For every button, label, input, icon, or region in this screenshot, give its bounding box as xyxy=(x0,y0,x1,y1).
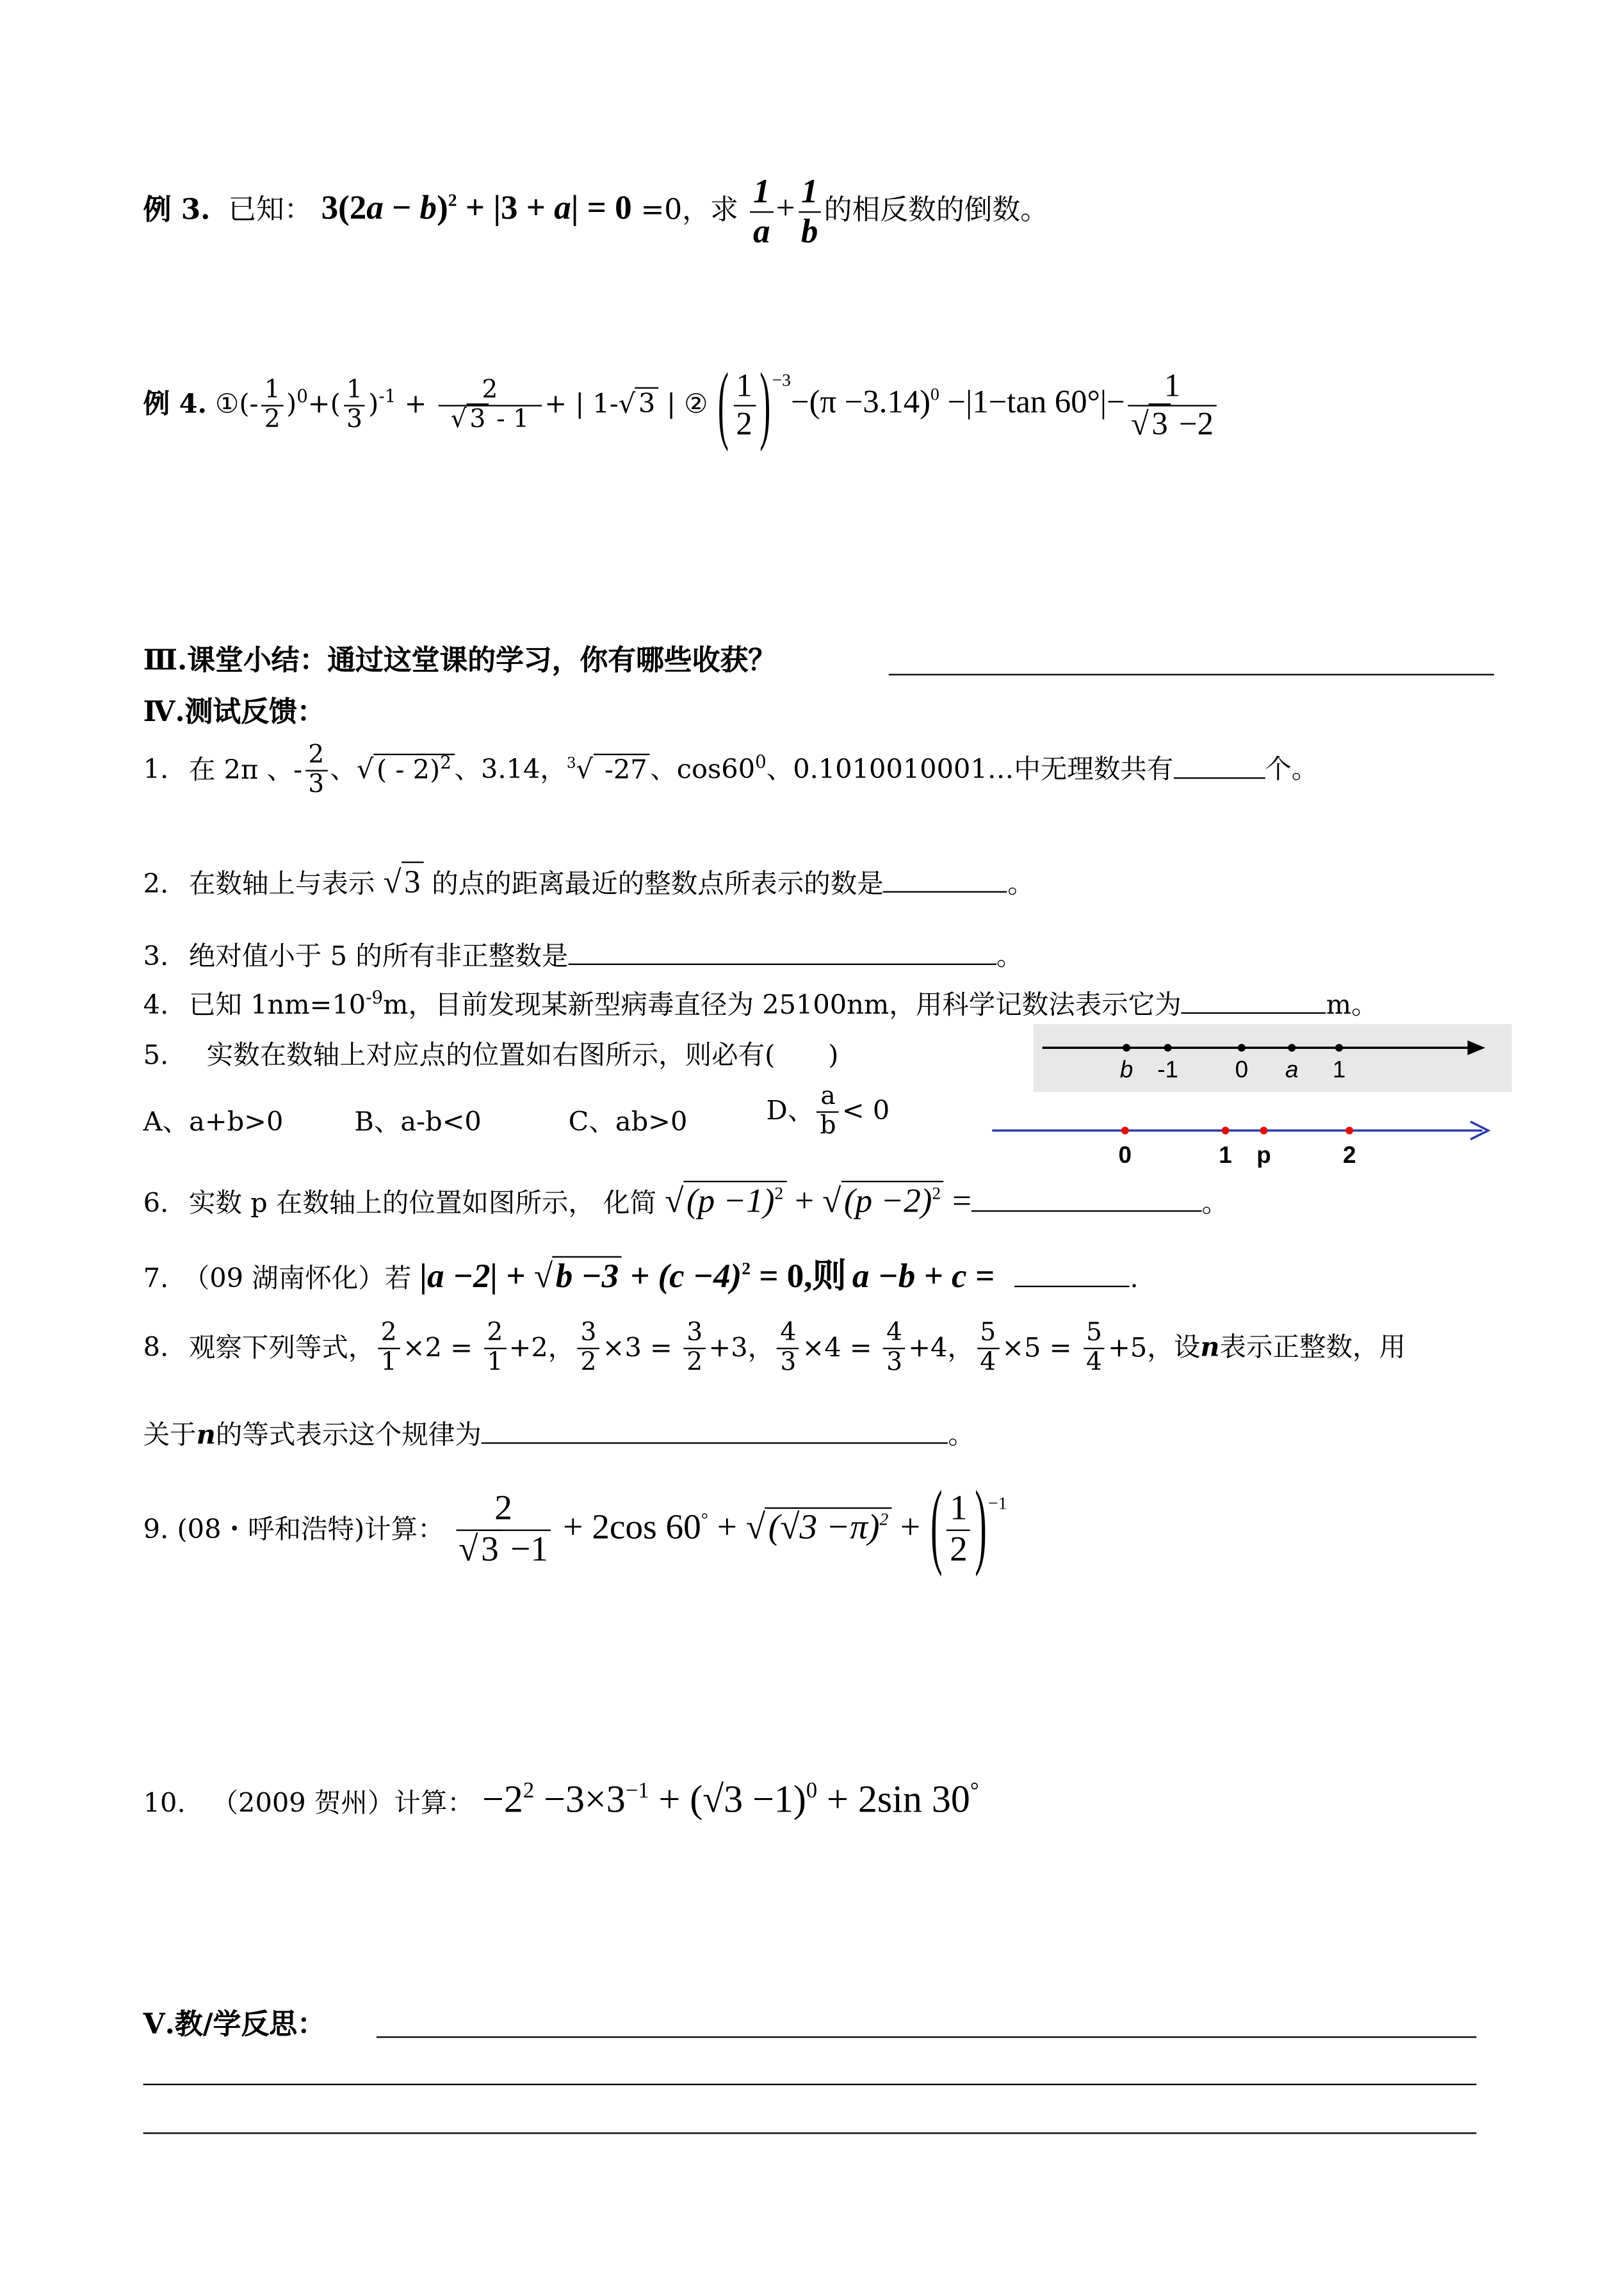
answer-blank-3[interactable] xyxy=(568,964,996,965)
exp: -1 xyxy=(378,385,396,407)
answer-blank-8[interactable] xyxy=(482,1442,948,1443)
paren: ) xyxy=(368,389,379,420)
fraction xyxy=(578,1320,599,1377)
op: + xyxy=(404,389,427,420)
q-number: 2. xyxy=(143,868,169,900)
eq-left: ×3 = xyxy=(602,1332,681,1364)
frac-num: a xyxy=(820,1082,836,1112)
op: + xyxy=(891,1509,929,1548)
op: + xyxy=(786,1182,823,1219)
radical-sign: √ xyxy=(576,754,594,786)
eq-part: + |3 + xyxy=(457,189,555,227)
question-10 xyxy=(143,1778,979,1822)
equation xyxy=(321,190,632,227)
axis-point xyxy=(1222,1126,1230,1134)
question-1 xyxy=(143,742,1319,800)
radicand-text: (p −2) xyxy=(843,1182,932,1219)
paren: ) xyxy=(286,389,297,420)
q-number: 8. xyxy=(143,1332,169,1364)
question-7 xyxy=(143,1249,1139,1297)
den-tail: −2 xyxy=(1171,404,1214,442)
answer-blank-1[interactable] xyxy=(1173,777,1265,778)
expression xyxy=(482,1778,979,1821)
q-text: 实数在数轴上对应点的位置如右图所示，则必有( xyxy=(206,1040,775,1072)
eq-exp: 2 xyxy=(448,190,457,211)
q-text: 。 xyxy=(996,941,1023,973)
frac-num: 4 xyxy=(780,1318,797,1348)
frac-num: 2 xyxy=(308,740,325,770)
frac-den: 1 xyxy=(378,1348,400,1377)
frac-a-b xyxy=(817,1083,839,1141)
frac-2-over-root3-minus-1 xyxy=(455,1489,551,1570)
frac-num: 1 xyxy=(752,173,770,210)
term: + 2cos 60 xyxy=(554,1509,701,1548)
q-text: 、0.1010010001…中无理数共有 xyxy=(766,754,1174,786)
axis-label: p xyxy=(1256,1142,1271,1169)
den-tail: - 1 xyxy=(488,404,530,434)
fraction xyxy=(977,1320,999,1377)
q-text: ) xyxy=(828,1040,839,1072)
number-line-6 xyxy=(989,1111,1498,1170)
eq-right: +2， xyxy=(508,1332,575,1364)
question-8-line-2 xyxy=(143,1415,975,1453)
frac-half-2 xyxy=(733,368,756,442)
option-d[interactable] xyxy=(767,1083,890,1141)
radicand-text: ( - 2) xyxy=(377,754,441,786)
paren-right: ) xyxy=(975,1476,987,1580)
axis-points xyxy=(1120,1044,1346,1082)
q-text: 关于 xyxy=(143,1420,197,1452)
q-text: 实数 p 在数轴上的位置如图所示， 化简 xyxy=(188,1188,657,1219)
radicand: 3 xyxy=(635,387,658,420)
expression xyxy=(419,1258,995,1295)
radicand xyxy=(683,1181,786,1219)
frac-num: 2 xyxy=(487,1318,503,1348)
axis-label: 0 xyxy=(1118,1142,1132,1169)
exp: 0 xyxy=(930,384,939,405)
term: = 0,则 xyxy=(751,1257,847,1295)
frac-num: 2 xyxy=(380,1318,397,1348)
exp: 0 xyxy=(755,751,767,772)
arrow-head xyxy=(1468,1041,1486,1055)
opt-tail: < 0 xyxy=(841,1096,890,1127)
answer-blank-2[interactable] xyxy=(884,891,1008,893)
frac-den: 2 xyxy=(733,404,756,442)
radicand xyxy=(841,1181,943,1219)
q-number: 10. xyxy=(143,1788,186,1819)
frac-2-3 xyxy=(305,742,327,800)
q-text: 在 2π 、- xyxy=(188,754,303,786)
reflection-line-1[interactable] xyxy=(377,2036,1477,2038)
den-tail: −1 xyxy=(501,1530,549,1569)
frac-den: 2 xyxy=(947,1529,971,1570)
exp: 2 xyxy=(774,1183,784,1204)
q-text: 表示正整数，用 xyxy=(1219,1332,1406,1364)
axis-label: 2 xyxy=(1342,1142,1356,1169)
root-index: 3 xyxy=(566,756,576,772)
term: + (√3 −1) xyxy=(649,1778,806,1821)
q-text: 观察下列等式， xyxy=(188,1332,375,1364)
frac-den xyxy=(1128,404,1216,442)
frac-den: 4 xyxy=(977,1348,999,1377)
exp: −1 xyxy=(625,1780,649,1804)
q-text: 、3.14， xyxy=(454,754,567,786)
term: |a −2| xyxy=(419,1257,498,1295)
op: +( xyxy=(307,389,341,420)
example-lead: 已知： xyxy=(228,193,313,227)
term: −(π −3.14) xyxy=(790,383,931,420)
q-number: 4. xyxy=(143,990,169,1021)
part-2-expression xyxy=(717,353,1220,453)
radicand: 3 xyxy=(401,861,423,900)
q-text: 的点的距离最近的整数点所表示的数是 xyxy=(432,868,884,900)
frac-2-over-root3 xyxy=(438,377,541,434)
eq-right: +4， xyxy=(908,1332,974,1364)
frac-num: 3 xyxy=(686,1318,703,1348)
q-text: 个。 xyxy=(1265,754,1319,786)
eq-var: a xyxy=(554,189,571,227)
example-4: 例 4. ①(- $\frac{1}{2}$ )$^0$+( $\frac{1}{3}$ )$^{-1}$ + $\frac{2}{√ 3 - 1}$ + | 1-√ 3 | ② ( $\frac{1}{2}$ ) $^{-3}-(\pi -3.14)^0 -|1-\tan$ 60°|− $\frac{1}{√ 3 -2}$ xyxy=(143,368,1220,442)
fraction xyxy=(883,1320,905,1377)
frac-num: 2 xyxy=(494,1489,512,1529)
var-n: n xyxy=(1200,1332,1220,1364)
axis-point xyxy=(1121,1126,1129,1134)
frac-den: b xyxy=(798,211,821,250)
axis-points xyxy=(1119,1126,1356,1168)
exp: 2 xyxy=(523,1780,535,1804)
q-text: 绝对值小于 5 的所有非正整数是 xyxy=(188,941,569,973)
abs-part: + | 1- xyxy=(544,389,619,420)
question-3 xyxy=(143,936,1023,974)
term: a −b + c = xyxy=(852,1257,995,1295)
answer-blank-6[interactable] xyxy=(971,1210,1202,1212)
axis-point xyxy=(1123,1044,1130,1051)
axis-point xyxy=(1164,1044,1172,1051)
fraction xyxy=(684,1320,706,1377)
q-text: 。 xyxy=(948,1420,975,1452)
exp: 2 xyxy=(879,1509,889,1530)
q-text: 、√ xyxy=(330,754,374,786)
radical-sign: √ xyxy=(1130,404,1149,442)
frac-den: 3 xyxy=(343,405,365,434)
eq-op: − xyxy=(383,189,420,227)
reflection-line-2[interactable] xyxy=(143,2084,1477,2085)
fraction-1-over-b xyxy=(798,173,821,250)
frac-den: 1 xyxy=(484,1348,506,1377)
term: −3×3 xyxy=(534,1778,626,1821)
fraction xyxy=(777,1320,799,1377)
q-text: (08・呼和浩特)计算： xyxy=(177,1514,444,1546)
q-number: 9. xyxy=(143,1514,169,1546)
radicand-text: (p −1) xyxy=(686,1182,775,1219)
eq-tail: =0，求 xyxy=(631,193,738,227)
frac-last xyxy=(1128,368,1216,442)
frac-num: 5 xyxy=(980,1318,996,1348)
frac-den: 4 xyxy=(1083,1348,1105,1377)
part-1-start: ①(- xyxy=(215,389,259,420)
term: −2 xyxy=(482,1778,523,1821)
number-line-5 xyxy=(1034,1024,1512,1092)
exp: 2 xyxy=(742,1258,751,1279)
frac-num: 5 xyxy=(1085,1318,1102,1348)
exp: −1 xyxy=(988,1492,1007,1513)
q-text: 。 xyxy=(1201,1188,1229,1219)
term: −|1−tan 60°|− xyxy=(939,383,1125,420)
frac-den: 3 xyxy=(305,770,327,799)
q-text: 、cos60 xyxy=(650,754,756,786)
q-text: 的等式表示这个规律为 xyxy=(215,1420,482,1452)
degree: ° xyxy=(701,1509,708,1530)
term: + (c −4) xyxy=(621,1257,742,1295)
op: = xyxy=(943,1182,972,1219)
q-text: . xyxy=(1130,1263,1139,1295)
axis-point xyxy=(1288,1044,1295,1051)
frac-num: 1 xyxy=(736,366,752,404)
frac-num: 3 xyxy=(580,1318,597,1348)
question-4 xyxy=(143,984,1378,1023)
frac-num: 1 xyxy=(346,375,362,405)
q-number: 7. xyxy=(143,1263,169,1295)
option-c[interactable]: C、ab>0 xyxy=(568,1107,688,1139)
axis-label: 0 xyxy=(1235,1056,1249,1083)
frac-third xyxy=(343,377,365,434)
eq-left: ×5 = xyxy=(1002,1332,1080,1364)
q5-options xyxy=(143,1082,970,1141)
q-number: 3. xyxy=(143,941,169,973)
example-label: 例 4. xyxy=(143,389,207,420)
frac-den: a xyxy=(750,211,773,250)
radicand: 3 xyxy=(478,1529,501,1569)
section-4-title: Ⅳ.测试反馈： xyxy=(143,695,325,729)
fraction xyxy=(378,1320,400,1377)
frac-den: 3 xyxy=(777,1348,799,1377)
question-6 xyxy=(143,1182,1229,1220)
radicand: 3 xyxy=(1149,403,1171,441)
eq-right: +5， xyxy=(1108,1332,1174,1364)
radical-sign: √ xyxy=(459,1530,478,1569)
q-text: （09 湖南怀化）若 xyxy=(183,1263,412,1295)
exp: 0 xyxy=(296,385,308,407)
answer-blank-4[interactable] xyxy=(1181,1012,1326,1014)
question-9 xyxy=(143,1476,1007,1580)
abs-close: | ② xyxy=(658,389,708,420)
option-a[interactable]: A、a+b>0 xyxy=(143,1107,284,1139)
frac-den: b xyxy=(817,1112,839,1141)
frac-num: 2 xyxy=(482,375,498,405)
section-5-title: Ⅴ.教/学反思： xyxy=(143,2008,325,2041)
q-text: 设 xyxy=(1173,1332,1201,1364)
fraction-1-over-a xyxy=(750,173,773,250)
radicand: 3 xyxy=(467,403,489,434)
q-number: 6. xyxy=(143,1188,169,1219)
answer-line-summary[interactable] xyxy=(889,674,1494,675)
frac-num: 1 xyxy=(1164,366,1181,404)
axis-label: a xyxy=(1285,1056,1299,1083)
eq-var: a xyxy=(366,189,384,227)
paren-right: ) xyxy=(759,353,771,453)
frac-den: 2 xyxy=(578,1348,599,1377)
frac-half xyxy=(947,1489,971,1570)
radicand xyxy=(373,753,454,786)
section-3-title: Ⅲ.课堂小结：通过这堂课的学习，你有哪些收获？ xyxy=(143,644,777,677)
axis-label: 1 xyxy=(1219,1142,1232,1169)
equation-list xyxy=(375,1318,1174,1377)
plus-sign: + xyxy=(775,189,795,227)
eq-left: ×4 = xyxy=(802,1332,881,1364)
q-text: m。 xyxy=(1326,990,1378,1021)
q-text: （2009 贺州）计算： xyxy=(211,1788,474,1819)
exp: 2 xyxy=(440,751,451,772)
axis-point xyxy=(1260,1126,1268,1134)
q-text: 在数轴上与表示 xyxy=(188,868,375,900)
axis-point xyxy=(1335,1044,1343,1051)
example-label: 例 3. xyxy=(143,193,211,227)
exp: 2 xyxy=(932,1183,941,1204)
radical-sign: √ xyxy=(383,863,402,900)
example-tail: 的相反数的倒数。 xyxy=(824,193,1049,227)
example-3 xyxy=(143,173,1048,250)
q-text: 已知 1nm=10 xyxy=(188,990,366,1021)
eq-right: +3， xyxy=(708,1332,775,1364)
q-text: 。 xyxy=(1007,868,1034,900)
frac-den xyxy=(455,1529,551,1570)
question-2 xyxy=(143,863,1034,902)
question-8 xyxy=(143,1320,1406,1377)
frac-num: 1 xyxy=(950,1489,968,1529)
axis-label: -1 xyxy=(1157,1056,1179,1083)
eq-var: b xyxy=(419,189,437,227)
frac-den: 2 xyxy=(261,405,283,434)
axis-label: b xyxy=(1119,1056,1133,1083)
reflection-line-3[interactable] xyxy=(143,2132,1477,2134)
frac-num: 1 xyxy=(800,173,818,210)
frac-den xyxy=(438,405,541,434)
term: + 2sin 30 xyxy=(817,1778,970,1821)
radicand xyxy=(765,1507,891,1547)
exp: −3 xyxy=(772,369,791,391)
option-b[interactable]: B、a-b<0 xyxy=(354,1107,482,1139)
radicand: b −3 xyxy=(553,1256,622,1295)
expression xyxy=(453,1476,1007,1580)
frac-num: 1 xyxy=(264,375,280,405)
eq-left: ×2 = xyxy=(402,1332,482,1364)
paren-left: ( xyxy=(930,1476,943,1580)
exp: -9 xyxy=(366,987,384,1008)
eq-part: ) xyxy=(437,189,448,227)
radical-sign: √ xyxy=(533,1257,553,1295)
radicand: -27 xyxy=(593,753,650,786)
axis-point xyxy=(1238,1044,1246,1051)
eq-part: | = 0 xyxy=(571,189,632,227)
frac-half xyxy=(261,377,283,434)
frac-den: 2 xyxy=(684,1348,706,1377)
radical-sign: √ xyxy=(450,404,467,434)
axis-label: 1 xyxy=(1332,1056,1346,1083)
question-5 xyxy=(143,1034,839,1073)
fraction xyxy=(1083,1320,1105,1377)
frac-num: 4 xyxy=(886,1318,903,1348)
opt-label: D、 xyxy=(766,1096,815,1127)
eq-part: 3(2 xyxy=(321,189,367,227)
exp: 0 xyxy=(806,1780,818,1804)
q-number: 5. xyxy=(143,1040,169,1072)
expression: √ $(p -1)^2$ + √ $(p -2)^2$ = xyxy=(665,1181,971,1219)
fraction xyxy=(484,1320,506,1377)
radicand-text: (√3 −π) xyxy=(768,1509,880,1548)
op: + xyxy=(498,1257,534,1295)
frac-den: 3 xyxy=(883,1348,905,1377)
term: + √ xyxy=(708,1509,766,1548)
q-number: 1. xyxy=(143,754,169,786)
number-line-figure-6 xyxy=(989,1111,1498,1170)
degree: ° xyxy=(970,1780,979,1804)
var-n: n xyxy=(196,1420,216,1452)
q-text: m，目前发现某新型病毒直径为 25100nm，用科学记数法表示它为 xyxy=(383,990,1181,1021)
answer-blank-7[interactable] xyxy=(1015,1286,1130,1287)
axis-point xyxy=(1345,1126,1353,1134)
paren-left: ( xyxy=(718,353,729,453)
number-line-figure-5 xyxy=(1034,1024,1512,1092)
